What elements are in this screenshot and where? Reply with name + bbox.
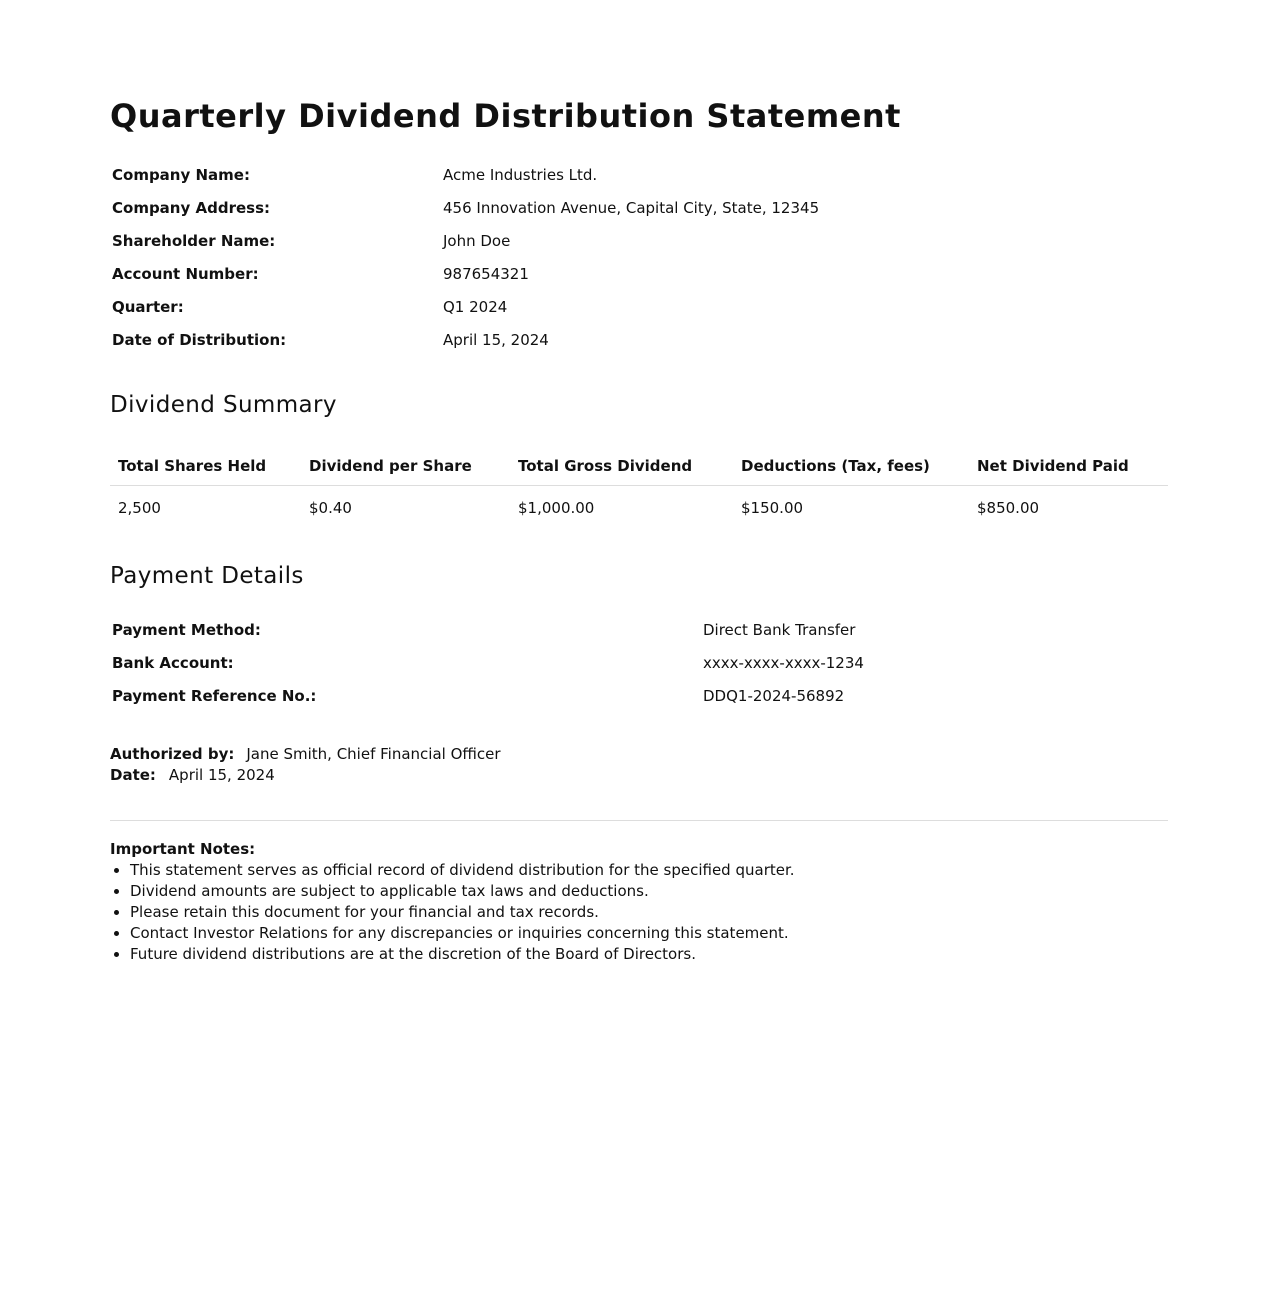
- column-header-net-dividend: Net Dividend Paid: [969, 446, 1168, 486]
- info-row-company-address: [110, 191, 821, 224]
- payment-value: xxxx-xxxx-xxxx-1234: [703, 653, 864, 672]
- column-header-total-shares: Total Shares Held: [110, 446, 301, 486]
- column-header-gross-dividend: Total Gross Dividend: [510, 446, 733, 486]
- payment-label: Payment Reference No.:: [112, 686, 317, 705]
- list-item: • Please retain this document for your financial and tax records.: [130, 902, 1168, 923]
- info-label: Quarter:: [112, 297, 184, 316]
- column-header-dividend-per-share: Dividend per Share: [301, 446, 510, 486]
- company-info-table: [110, 158, 821, 356]
- authorization-date-line: [110, 765, 1168, 786]
- table-row: [110, 486, 1168, 530]
- payment-row-method: [110, 613, 866, 646]
- info-value: Acme Industries Ltd.: [443, 165, 598, 184]
- list-item: • Future dividend distributions are at the discretion of the Board of Directors.: [130, 944, 1168, 965]
- info-value: 987654321: [443, 264, 529, 283]
- info-row-quarter: [110, 290, 821, 323]
- authorization-date-label: Date:: [110, 766, 156, 784]
- payment-row-reference: [110, 679, 866, 712]
- info-label: Date of Distribution:: [112, 330, 287, 349]
- cell-dividend-per-share: $0.40: [309, 498, 352, 517]
- page-title: Quarterly Dividend Distribution Statement: [110, 97, 901, 135]
- info-row-shareholder-name: [110, 224, 821, 257]
- list-item: • This statement serves as official record of dividend distribution for the specified quarter.: [130, 860, 1168, 881]
- info-value: April 15, 2024: [443, 330, 549, 349]
- dividend-summary-heading: Dividend Summary: [110, 392, 337, 418]
- section-divider: [110, 820, 1168, 821]
- cell-total-shares: 2,500: [118, 498, 161, 517]
- payment-value: Direct Bank Transfer: [703, 620, 856, 639]
- statement-page: [110, 0, 1168, 965]
- cell-deductions: $150.00: [741, 498, 804, 517]
- dividend-summary-table: [110, 446, 1168, 529]
- cell-net-dividend: $850.00: [977, 498, 1040, 517]
- column-header-deductions: Deductions (Tax, fees): [733, 446, 969, 486]
- info-label: Shareholder Name:: [112, 231, 276, 250]
- payment-label: Payment Method:: [112, 620, 261, 639]
- info-row-account-number: [110, 257, 821, 290]
- payment-details-heading: Payment Details: [110, 563, 304, 589]
- authorized-by-line: [110, 744, 1168, 765]
- authorization-date-value: April 15, 2024: [168, 766, 275, 784]
- list-item: • Contact Investor Relations for any discrepancies or inquiries concerning this statement.: [130, 923, 1168, 944]
- payment-details-table: [110, 613, 866, 712]
- info-row-company-name: [110, 158, 821, 191]
- info-value: 456 Innovation Avenue, Capital City, State, 12345: [443, 198, 820, 217]
- authorization-block: [110, 744, 1168, 786]
- list-item: • Dividend amounts are subject to applicable tax laws and deductions.: [130, 881, 1168, 902]
- notes-list: [110, 860, 1168, 965]
- cell-gross-dividend: $1,000.00: [518, 498, 595, 517]
- info-label: Company Address:: [112, 198, 270, 217]
- info-row-distribution-date: [110, 323, 821, 356]
- authorized-by-value: Jane Smith, Chief Financial Officer: [246, 745, 501, 763]
- info-label: Company Name:: [112, 165, 250, 184]
- authorized-by-label: Authorized by:: [110, 745, 235, 763]
- info-value: Q1 2024: [443, 297, 508, 316]
- notes-title: Important Notes:: [110, 840, 256, 858]
- info-value: John Doe: [443, 231, 511, 250]
- payment-label: Bank Account:: [112, 653, 234, 672]
- info-label: Account Number:: [112, 264, 259, 283]
- important-notes: [110, 839, 1168, 965]
- table-header-row: [110, 446, 1168, 486]
- payment-row-bank-account: [110, 646, 866, 679]
- payment-value: DDQ1-2024-56892: [703, 686, 845, 705]
